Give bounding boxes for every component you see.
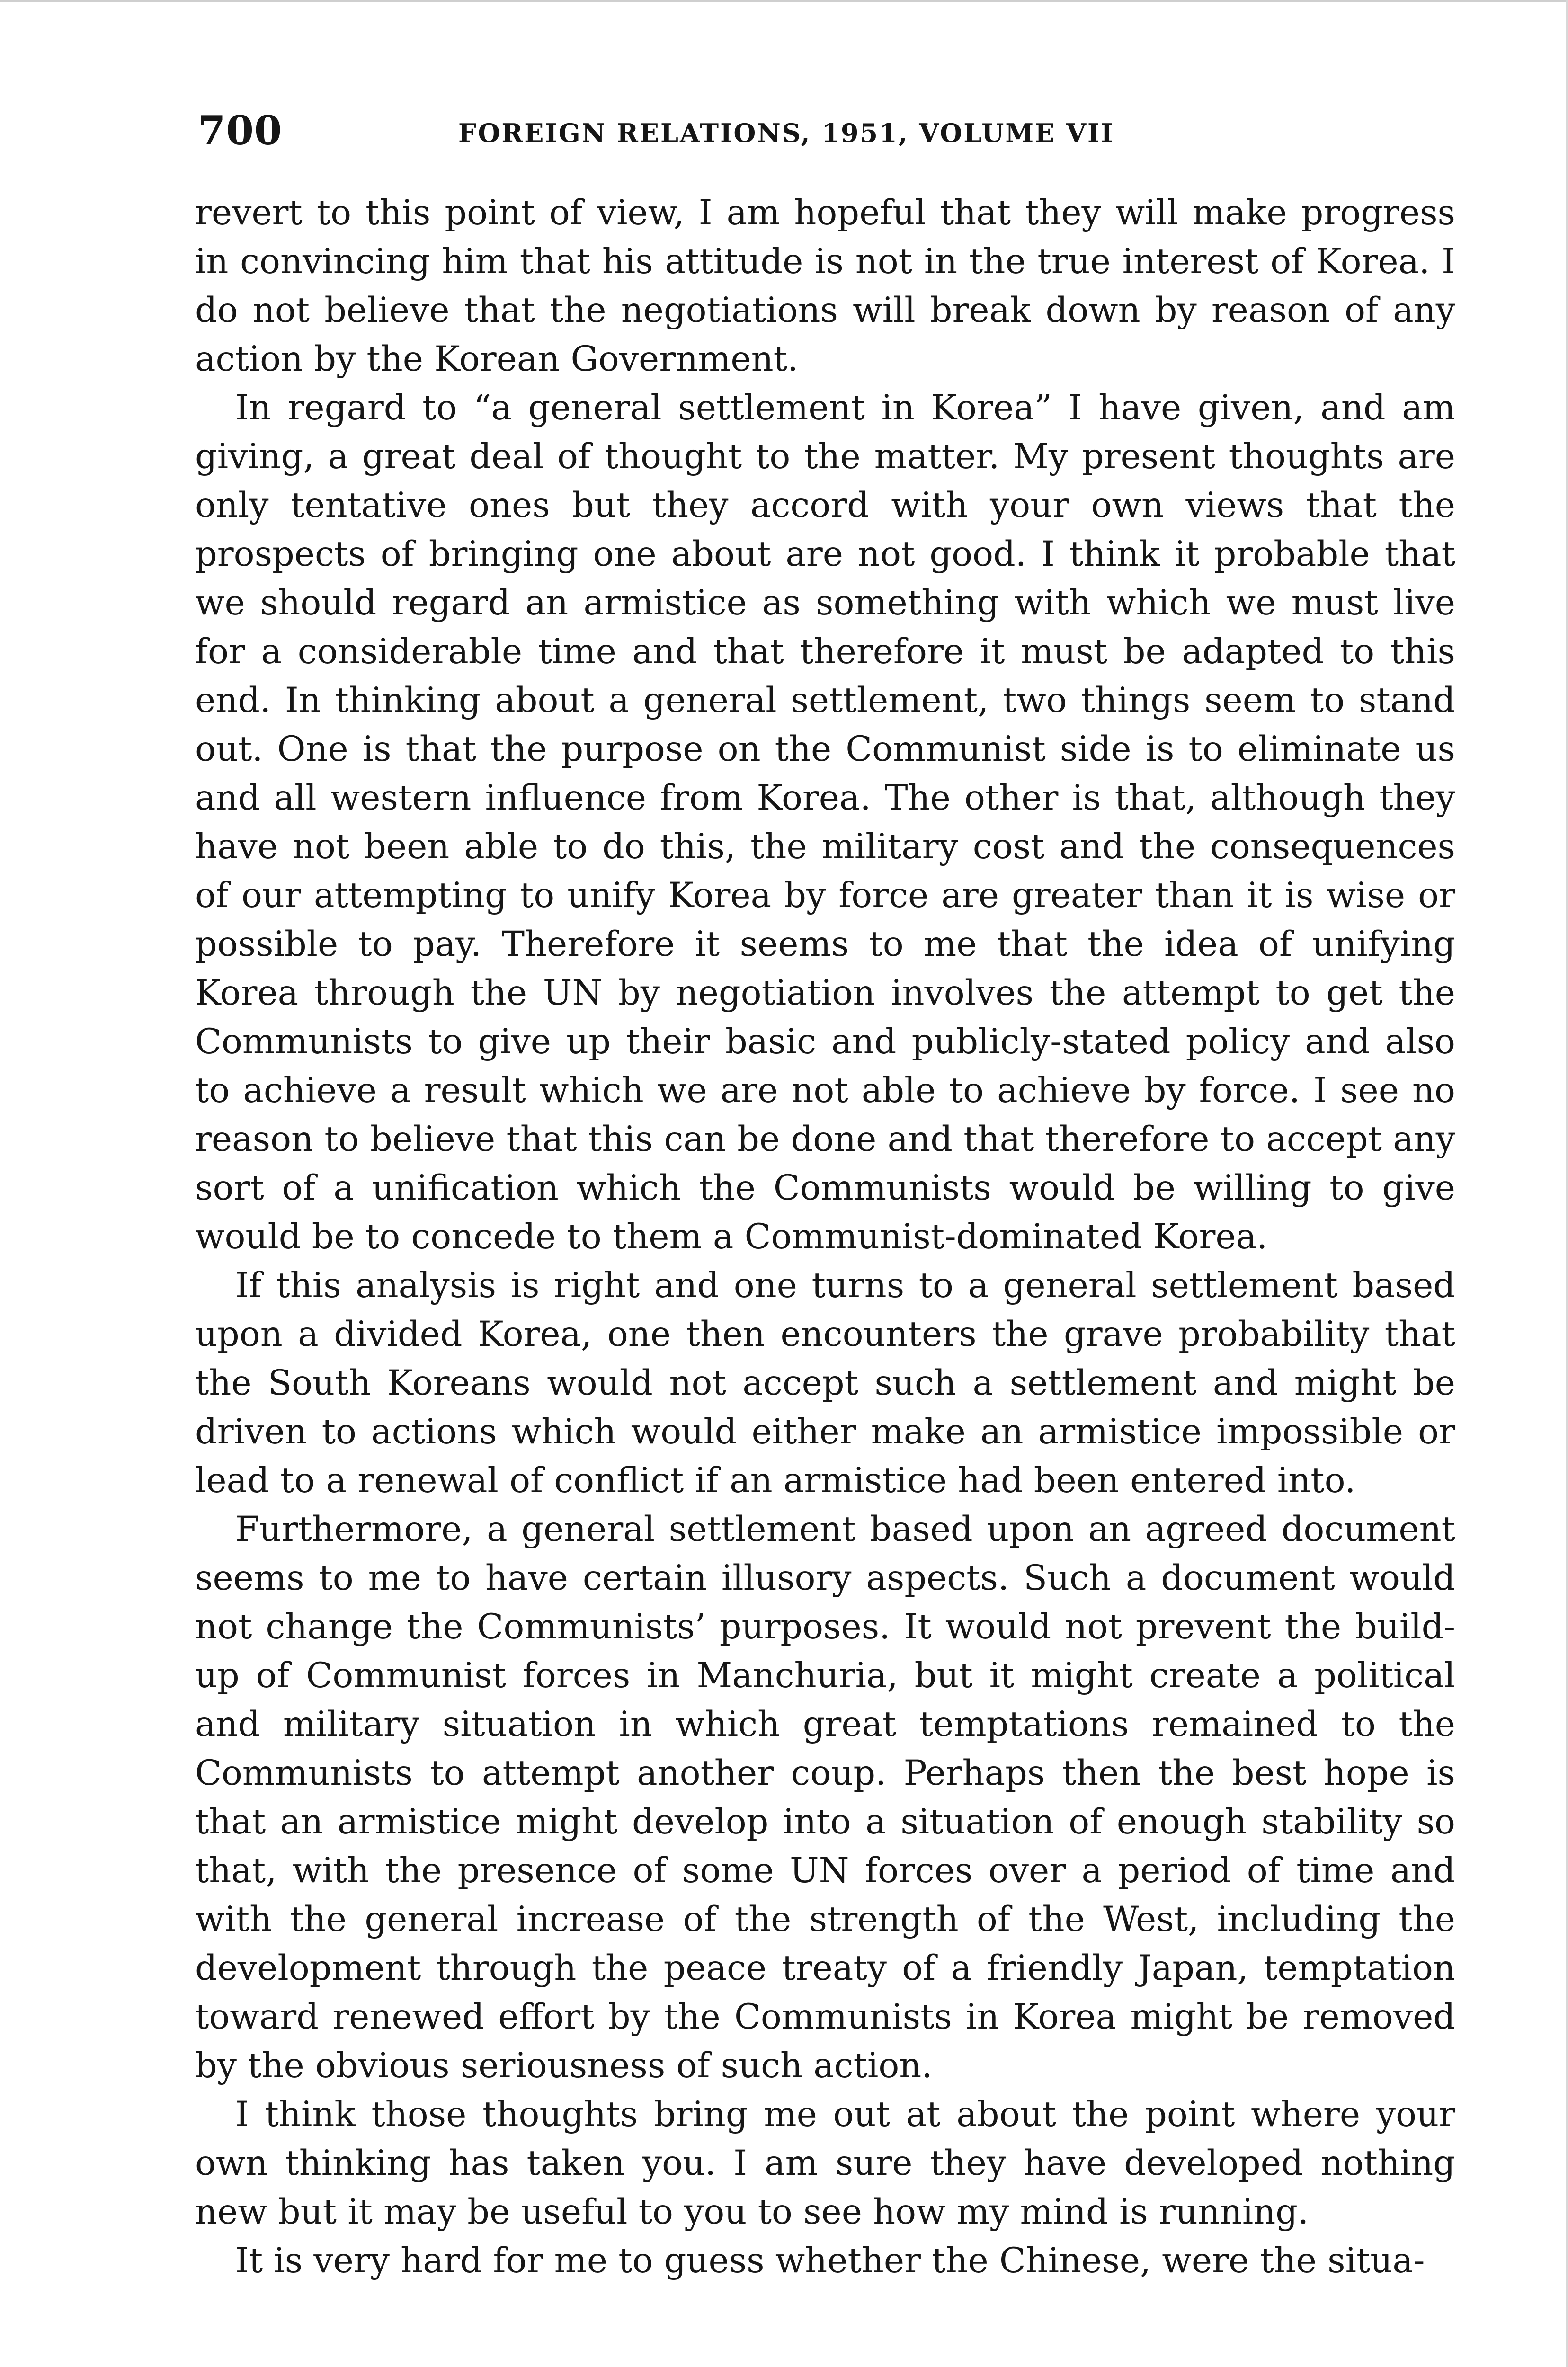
running-head: FOREIGN RELATIONS, 1951, VOLUME VII	[458, 118, 1114, 148]
paragraph-divided-korea: If this analysis is right and one turns to a general settlement based upon a divided Korea, one then encounters the grave probability that the South Koreans would not accept such a settlement and might be driven to actions which would either make an armistice impossible or lead to a renewal of conflict if an armistice had been entered into.	[195, 1265, 1455, 1501]
paragraph-chinese-situation: It is very hard for me to guess whether the Chinese, were the situa-	[235, 2241, 1425, 2281]
page-header	[198, 107, 1457, 154]
top-edge-rule	[0, 0, 1568, 2]
page-number: 700	[198, 107, 283, 154]
paragraph-continuation: revert to this point of view, I am hopeful that they will make progress in convincing him that his attitude is not in the true interest of Korea. I do not believe that the negotiations will break down by reason of any action by the Korean Government.	[195, 193, 1455, 379]
paragraph-agreed-document: Furthermore, a general settlement based upon an agreed document seems to me to have certain illusory aspects. Such a document would not change the Communists’ purposes. It would not prevent the build-up of Communist forces in Manchuria, but it might create a political and military situation in which great temptations remained to the Communists to attempt another coup. Perhaps then the best hope is that an armistice might develop into a situation of enough stability so that, with the presence of some UN forces over a period of time and with the general increase of the strength of the West, including the development through the peace treaty of a friendly Japan, temptation toward renewed effort by the Communists in Korea might be removed by the obvious seriousness of such action.	[195, 1509, 1455, 2086]
paragraph-own-thinking: I think those thoughts bring me out at about the point where your own thinking has taken you. I am sure they have developed nothing new but it may be useful to you to see how my mind is running.	[195, 2094, 1455, 2232]
body-text	[195, 188, 1455, 2285]
paragraph-general-settlement: In regard to “a general settlement in Korea” I have given, and am giving, a great deal of thought to the matter. My present thoughts are only tentative ones but they accord with your own views that the prospects of bringing one about are not good. I think it probable that we should regard an armistice as something with which we must live for a considerable time and that therefore it must be adapted to this end. In thinking about a general settlement, two things seem to stand out. One is that the purpose on the Communist side is to eliminate us and all western influence from Korea. The other is that, although they have not been able to do this, the military cost and the consequences of our attempting to unify Korea by force are greater than it is wise or possible to pay. Therefore it seems to me that the idea of unifying Korea through the UN by negotiation involves the attempt to get the Communists to give up their basic and publicly-stated policy and also to achieve a result which we are not able to achieve by force. I see no reason to believe that this can be done and that therefore to accept any sort of a unification which the Communists would be willing to give would be to concede to them a Communist-dominated Korea.	[195, 388, 1455, 1257]
right-page-edge	[1566, 0, 1568, 2367]
